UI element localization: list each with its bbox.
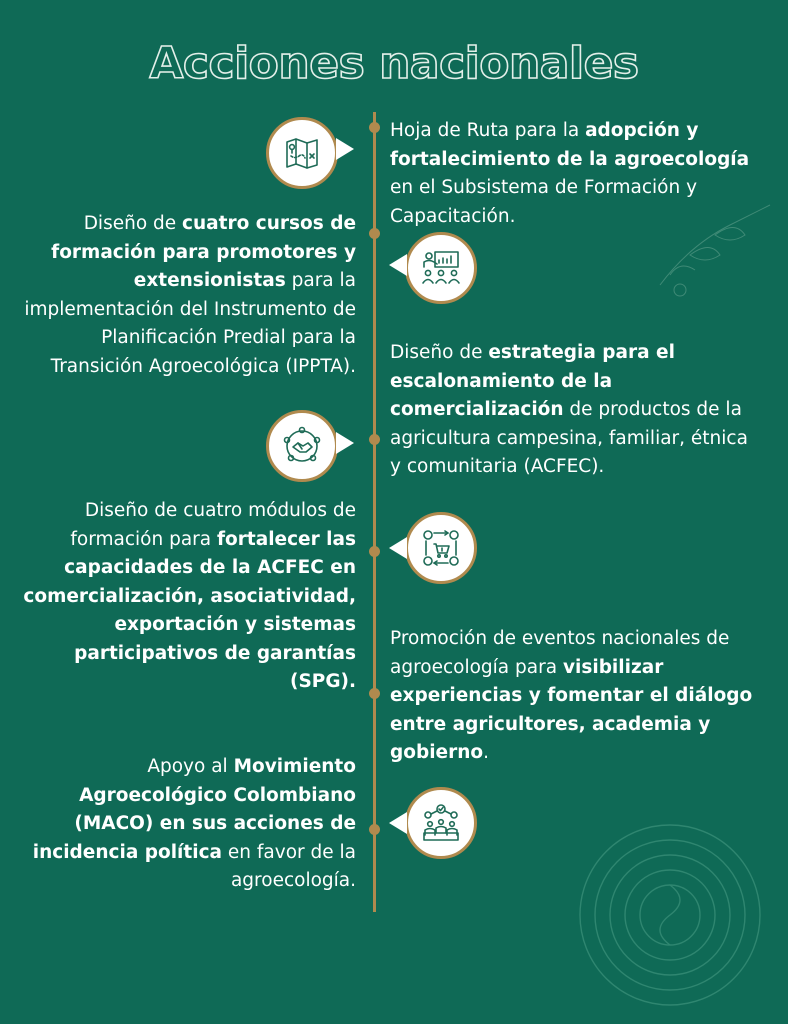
action-item-plain-text: Promoción de eventos nacionales de agroecología para	[390, 628, 730, 678]
bubble-tail	[336, 138, 354, 160]
map-icon	[281, 132, 323, 174]
action-item-plain-text: Diseño de	[390, 342, 489, 363]
action-item-text	[390, 117, 760, 231]
bubble-tail	[336, 432, 354, 454]
action-item-text	[390, 625, 760, 768]
commerce-bubble	[405, 512, 477, 584]
decorative-mandala	[570, 815, 770, 1015]
timeline-dot	[369, 434, 380, 445]
action-item-plain-text: en favor de la agroecología.	[222, 841, 356, 891]
training-presentation-icon	[420, 247, 462, 289]
action-item-bold-text: visibilizar experiencias y fomentar el diálogo entre agricultores, academia y gobierno	[390, 656, 753, 763]
action-item-plain-text: Diseño de cuatro módulos de formación para	[70, 500, 356, 550]
political-bubble	[405, 787, 477, 859]
political-incidence-icon	[420, 802, 462, 844]
handshake-bubble	[266, 410, 338, 482]
page-title: Acciones nacionales	[149, 38, 639, 89]
action-item-plain-text: para la implementación del Instrumento de Planificación Predial para la Transición Agroecológica (IPPTA).	[24, 270, 356, 377]
action-item-plain-text: Diseño de	[83, 213, 183, 234]
action-item-bold-text: estrategia para el escalonamiento de la comercialización	[390, 342, 675, 420]
action-item-text	[16, 210, 356, 381]
commerce-cycle-icon	[420, 527, 462, 569]
timeline-dot	[369, 122, 380, 133]
action-item-plain-text: en el Subsistema de Formación y Capacitación.	[390, 177, 698, 227]
action-item-plain-text: Hoja de Ruta para la	[390, 120, 586, 141]
action-item-bold-text: Movimiento Agroecológico Colombiano (MACO) en sus acciones de incidencia política	[32, 756, 356, 863]
action-item-text	[16, 497, 356, 697]
timeline-dot	[369, 228, 380, 239]
training-bubble	[405, 232, 477, 304]
action-item-plain-text: .	[483, 742, 489, 763]
action-item-plain-text: Apoyo al	[147, 756, 234, 777]
action-item-bold-text: adopción y fortalecimiento de la agroecología	[390, 120, 750, 170]
map-icon-bubble	[266, 117, 338, 189]
action-item-text	[16, 753, 356, 896]
handshake-community-icon	[281, 425, 323, 467]
timeline-dot	[369, 546, 380, 557]
action-item-plain-text: de productos de la agricultura campesina, familiar, étnica y comunitaria (ACFEC).	[390, 399, 748, 477]
timeline-dot	[369, 824, 380, 835]
action-item-text	[390, 339, 760, 482]
action-item-bold-text: cuatro cursos de formación para promotores y extensionistas	[51, 213, 356, 291]
action-item-bold-text: fortalecer las capacidades de la ACFEC en comercialización, asociatividad, exportación y sistemas participativos de garantías (SPG).	[23, 528, 356, 692]
timeline-dot	[369, 688, 380, 699]
